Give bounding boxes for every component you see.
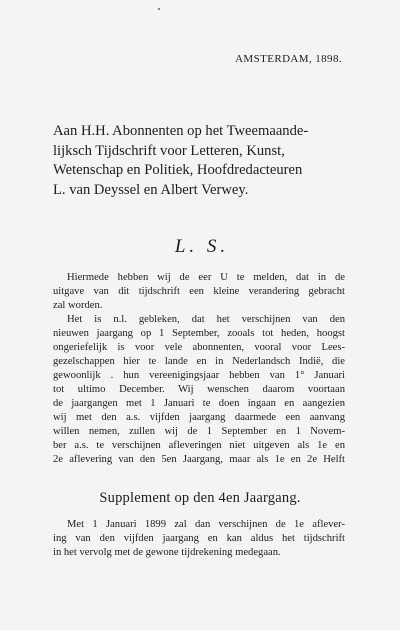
paragraph-2-line: ber a.s. te verschijnen afleveringen niet uitgeven als 1e en [53,440,345,451]
paragraph-3-line: in het vervolg met de gewone tijdrekening medegaan. [53,547,281,558]
address-line: Aan H.H. Abonnenten op het Tweemaande- [53,123,309,139]
supplement-heading: Supplement op den 4en Jaargang. [99,490,301,506]
paragraph-2-line: willen nemen, zullen wij de 1 September en 1 Novem- [53,426,345,437]
closing-text [53,518,345,560]
address-line: lijksch Tijdschrift voor Letteren, Kunst, [53,142,285,159]
address-block [53,122,353,200]
paragraph-1-line: zal worden. [53,300,103,311]
address-line: Wetenschap en Politiek, Hoofdredacteuren [53,162,303,178]
address-line: L. van Deyssel en Albert Verwey. [53,181,249,198]
paragraph-3-line: ing van den vijfden jaargang en kan aldus het tijdschrift [53,533,345,544]
paragraph-2-line: nieuwen jaargang op 1 September, zooals tot heden, hoogst [53,328,345,339]
place-date: AMSTERDAM, 1898. [235,53,342,65]
paragraph-1-line: Hiermede hebben wij de eer U te melden, dat in de [67,272,345,283]
paragraph-2-line: Het is n.l. gebleken, dat het verschijnen van den [67,314,345,325]
salutation: L. S. [174,236,230,257]
paragraph-2-line: ongeriefelijk is voor vele abonnenten, vooral voor Lees- [53,342,345,353]
ink-dot [158,8,160,10]
paragraph-2-line: tot ultimo December. Wij wenschen daarom voortaan [53,384,345,395]
paragraph-2-line: gezelschappen hier te lande en in Nederlandsch Indië, die [53,356,345,367]
paragraph-3-line: Met 1 Januari 1899 zal dan verschijnen de 1e aflever- [67,519,345,530]
paragraph-1-line: uitgave van dit tijdschrift een kleine verandering gebracht [53,286,345,297]
paragraph-2-line: 2e aflevering van den 5en Jaargang, maar als 1e en 2e Helft [53,454,345,465]
body-text [53,271,345,467]
paragraph-2-line: de jaargangen met 1 Januari te doen ingaan en aangezien [53,398,345,409]
paragraph-2-line: gewoonlijk . hun vereenigingsjaar hebben van 1° Januari [53,370,345,381]
paragraph-2-line: wij met den a.s. vijfden jaargang daarmede een aanvang [53,412,345,423]
